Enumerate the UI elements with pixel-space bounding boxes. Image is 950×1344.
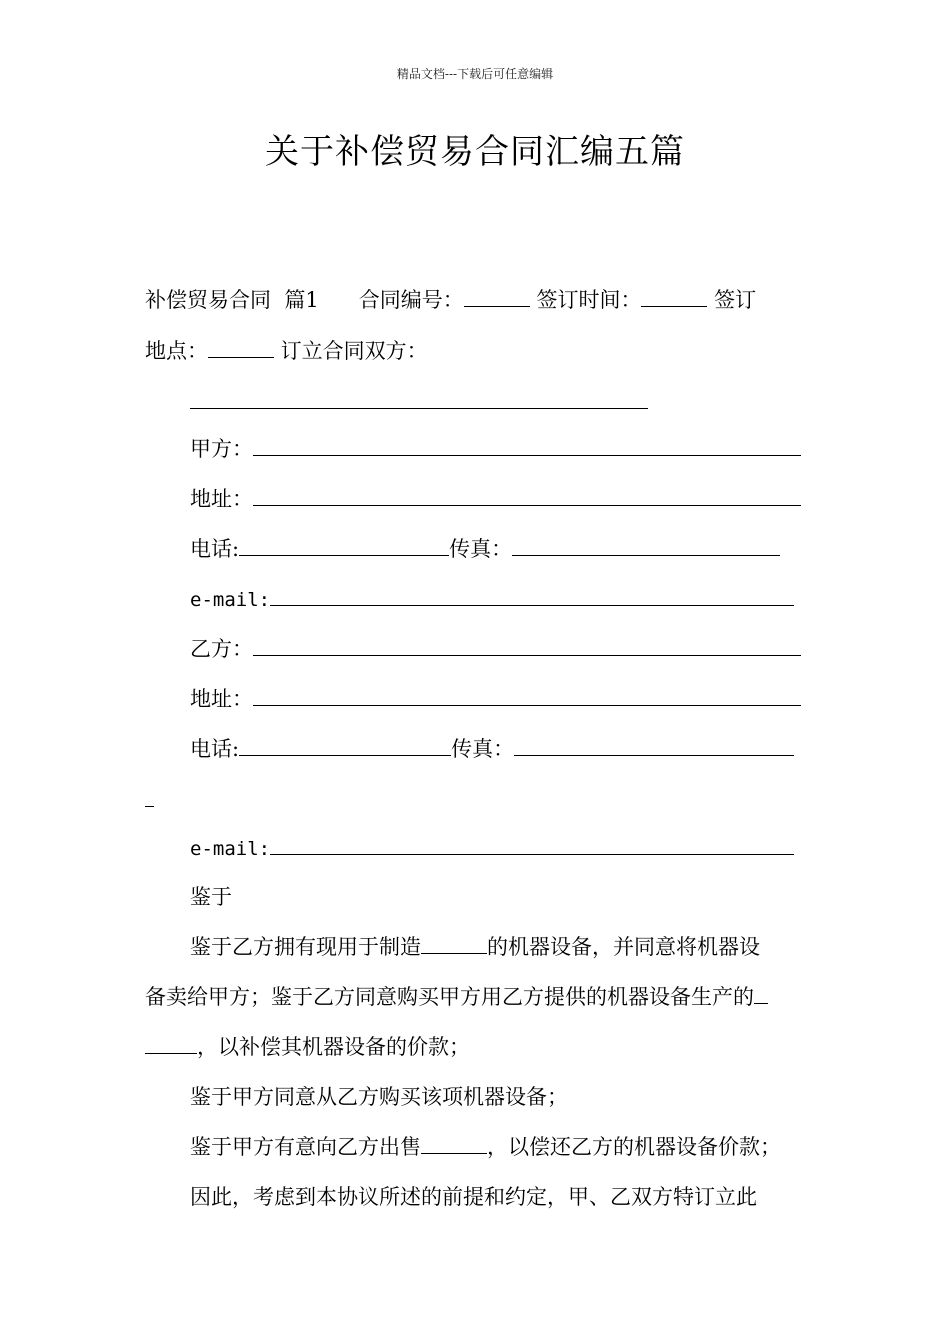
para3-text-a: 鉴于甲方有意向乙方出售 (190, 1135, 421, 1159)
intro-line-1 (145, 285, 756, 315)
party-b-email-blank (270, 834, 794, 855)
party-b-label: 乙方： (190, 637, 253, 661)
party-a-address-row (190, 484, 801, 514)
party-a-phone-row (190, 534, 780, 564)
page-header-note: 精品文档---下载后可任意编辑 (396, 67, 554, 81)
party-a-fax-label: 传真： (449, 537, 513, 561)
party-b-blank (253, 635, 801, 656)
party-b-fax-label: 传真： (451, 737, 515, 761)
party-a-blank (253, 435, 801, 456)
contract-number-blank (464, 286, 530, 307)
whereas-para-1-line-2 (145, 982, 768, 1012)
intro-contract-number-label: 补偿贸易合同 篇1 合同编号： (145, 288, 464, 312)
para1-line3-text: ，以补偿其机器设备的价款； (197, 1035, 470, 1059)
party-b-email-row (190, 834, 794, 864)
whereas-heading: 鉴于 (190, 885, 232, 909)
whereas-para-1-line-3 (145, 1032, 470, 1062)
para1-line2-text: 备卖给甲方；鉴于乙方同意购买甲方用乙方提供的机器设备生产的 (145, 985, 754, 1009)
intro-parties-label: 订立合同双方： (274, 339, 428, 363)
party-b-fax-blank (514, 735, 794, 756)
party-b-address-blank (253, 685, 801, 706)
party-a-phone-label: 电话: (190, 537, 240, 561)
party-a-email-blank (270, 585, 794, 606)
party-a-email-label: e-mail: (190, 589, 271, 611)
party-a-row (190, 434, 801, 464)
party-b-fax-blank-overflow (145, 806, 154, 807)
party-b-phone-row (190, 734, 794, 764)
product-blank (421, 933, 487, 954)
document-title: 关于补偿贸易合同汇编五篇 (265, 132, 685, 172)
party-b-phone-blank (239, 735, 451, 756)
party-a-email-row (190, 585, 794, 615)
party-b-address-row (190, 684, 801, 714)
party-a-address-label: 地址： (190, 487, 253, 511)
intro-line-2 (145, 336, 428, 366)
party-a-phone-blank (239, 535, 449, 556)
sign-place-blank (208, 337, 274, 358)
intro-place-label: 地点： (145, 339, 208, 363)
party-a-label: 甲方： (190, 437, 253, 461)
party-a-fax-blank (512, 535, 780, 556)
party-b-address-label: 地址： (190, 687, 253, 711)
intro-sign-place-label-start: 签订 (707, 288, 757, 312)
sale-product-blank (421, 1133, 487, 1154)
compensation-product-blank-end (145, 1033, 197, 1054)
party-b-phone-label: 电话: (190, 737, 240, 761)
parties-blank-line (190, 408, 648, 409)
party-b-row (190, 634, 801, 664)
whereas-para-2: 鉴于甲方同意从乙方购买该项机器设备； (190, 1085, 568, 1109)
para1-text-b: 的机器设备，并同意将机器设 (487, 935, 760, 959)
party-a-address-blank (253, 485, 801, 506)
party-b-email-label: e-mail: (190, 838, 271, 860)
whereas-para-4: 因此，考虑到本协议所述的前提和约定，甲、乙双方特订立此 (190, 1185, 757, 1209)
intro-sign-time-label: 签订时间： (529, 288, 642, 312)
whereas-para-3 (190, 1132, 781, 1162)
para3-text-b: ，以偿还乙方的机器设备价款； (487, 1135, 781, 1159)
whereas-para-1-line-1 (190, 932, 760, 962)
compensation-product-blank-start (754, 983, 768, 1004)
para1-text-a: 鉴于乙方拥有现用于制造 (190, 935, 421, 959)
sign-time-blank (641, 286, 707, 307)
